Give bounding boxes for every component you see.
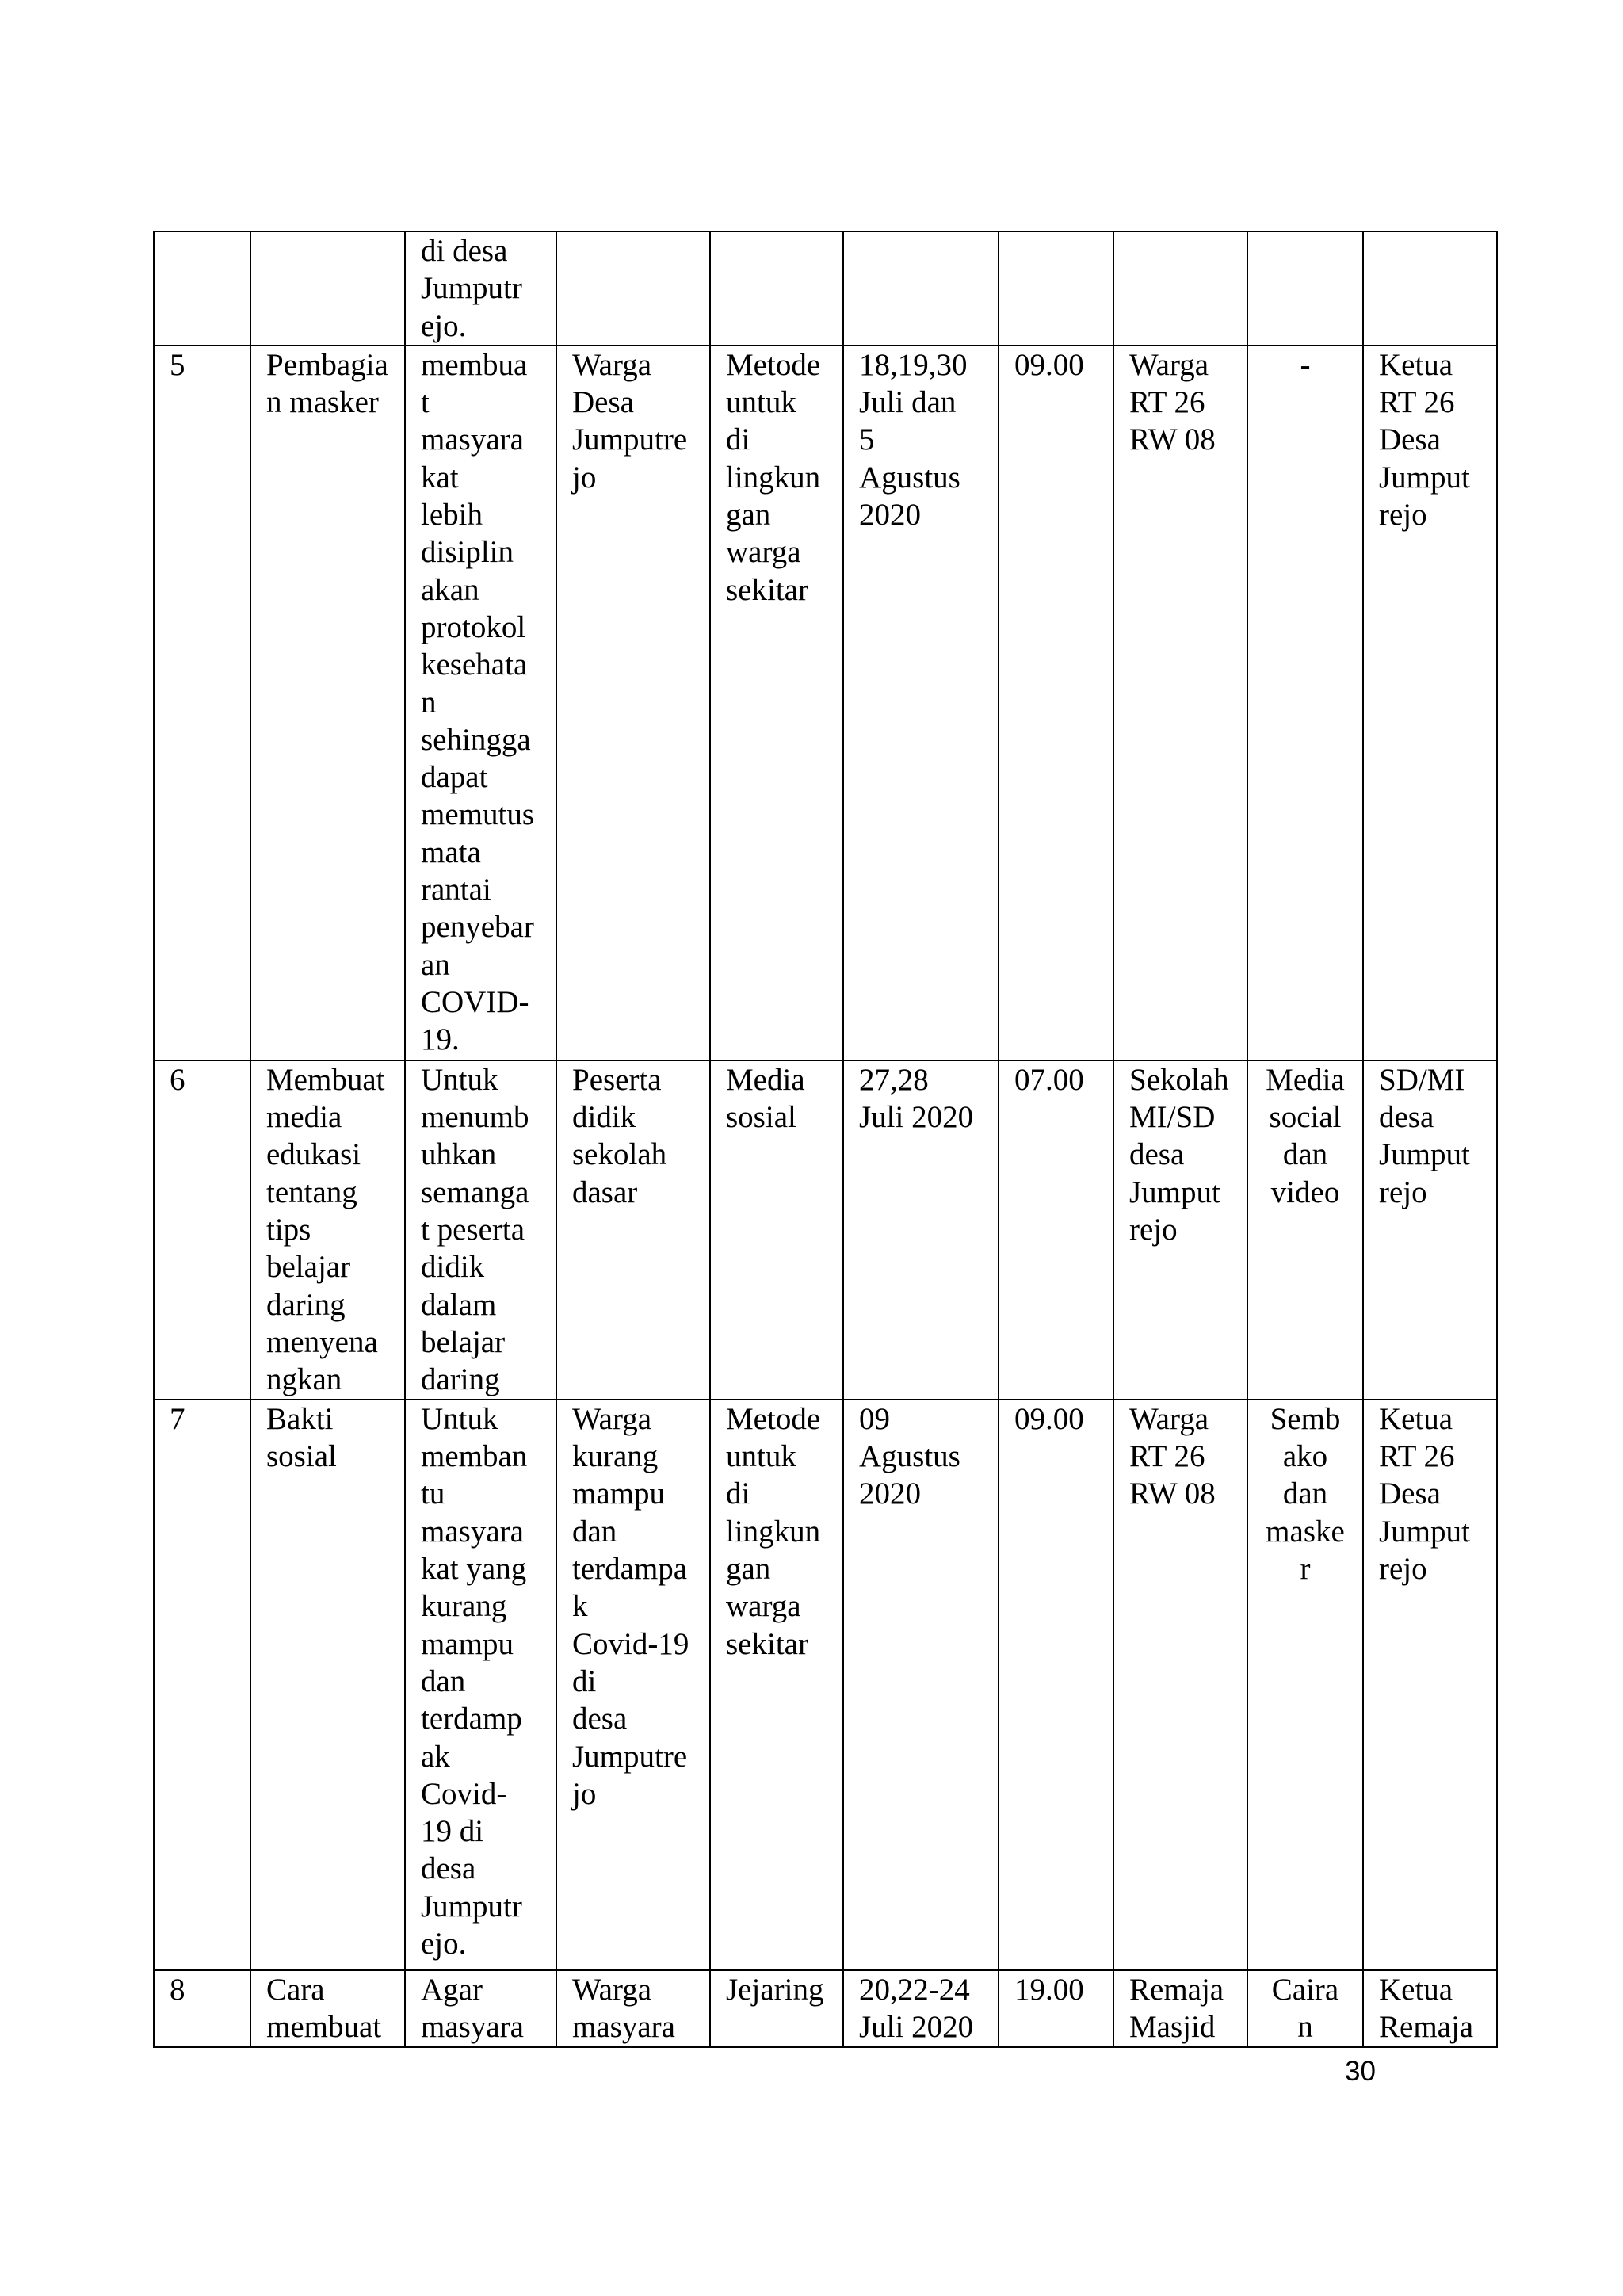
- cell-text-line: RT 26: [1379, 385, 1455, 420]
- cell-text-line: warga: [726, 1589, 801, 1624]
- cell-text-line: menumb: [421, 1100, 529, 1135]
- cell-text-line: RT 26: [1379, 1439, 1455, 1474]
- cell-text-line: Metode: [726, 347, 821, 382]
- table-row: [154, 1400, 1497, 1970]
- cell-no: [154, 231, 250, 346]
- cell-text-line: kat yang: [421, 1552, 527, 1587]
- cell-text-line: tentang: [266, 1175, 357, 1209]
- cell-text-line: rejo: [1379, 498, 1427, 533]
- cell-text-line: r: [1300, 1552, 1311, 1587]
- cell-text-line: edukasi: [266, 1137, 361, 1172]
- cell-tempat: [1113, 346, 1247, 1060]
- cell-text-line: desa: [1129, 1137, 1185, 1172]
- cell-text-line: dan: [1282, 1477, 1328, 1511]
- cell-tanggal: [843, 346, 999, 1060]
- cell-text-line: MI/SD: [1129, 1100, 1216, 1135]
- cell-jam: [999, 1970, 1113, 2047]
- cell-jam: [999, 231, 1113, 346]
- cell-text-line: 27,28: [859, 1062, 929, 1097]
- cell-kegiatan: [250, 1060, 405, 1400]
- cell-text-line: Desa: [1379, 1477, 1441, 1511]
- cell-text-line: video: [1270, 1175, 1340, 1209]
- cell-penanggung-jawab: [1363, 1060, 1497, 1400]
- cell-text-line: 09: [859, 1401, 890, 1436]
- cell-text-line: Metode: [726, 1401, 821, 1436]
- cell-text-line: n: [421, 685, 437, 720]
- cell-media: [1247, 231, 1363, 346]
- table-body: [154, 231, 1497, 2047]
- table-row: [154, 231, 1497, 346]
- cell-text-line: sekitar: [726, 1626, 808, 1661]
- cell-text-line: akan: [421, 572, 479, 607]
- cell-text-line: gan: [726, 498, 771, 533]
- cell-text-line: didik: [421, 1250, 485, 1285]
- cell-text-line: Jumputr: [421, 271, 522, 306]
- cell-text-line: Jumputre: [572, 422, 688, 457]
- cell-text-line: untuk: [726, 385, 796, 420]
- cell-text-line: Membuat: [266, 1062, 385, 1097]
- cell-text-line: memban: [421, 1439, 528, 1474]
- cell-text-line: Warga: [572, 1972, 652, 2007]
- cell-text-line: dan: [421, 1664, 466, 1698]
- cell-text-line: sosial: [726, 1100, 796, 1135]
- cell-tanggal: [843, 1060, 999, 1400]
- cell-metode: [710, 231, 843, 346]
- cell-text-line: untuk: [726, 1439, 796, 1474]
- cell-text-line: Ketua: [1379, 347, 1453, 382]
- cell-text-line: rejo: [1379, 1175, 1427, 1209]
- cell-text-line: di: [726, 1477, 750, 1511]
- cell-text-line: sekolah: [572, 1137, 667, 1172]
- cell-text-line: Desa: [1379, 422, 1441, 457]
- cell-text-line: desa: [421, 1851, 476, 1886]
- cell-text-line: RT 26: [1129, 385, 1205, 420]
- cell-text-line: disiplin: [421, 535, 514, 570]
- cell-text-line: Media: [1266, 1062, 1345, 1097]
- cell-text-line: Jumput: [1129, 1175, 1220, 1209]
- cell-text-line: an: [421, 947, 450, 982]
- cell-text-line: Juli 2020: [859, 1100, 974, 1135]
- cell-text-line: semanga: [421, 1175, 529, 1209]
- cell-text-line: Warga: [572, 1401, 652, 1436]
- cell-text-line: dan: [572, 1514, 617, 1549]
- cell-text-line: Media: [726, 1062, 805, 1097]
- cell-metode: [710, 346, 843, 1060]
- cell-text-line: kesehata: [421, 648, 528, 682]
- cell-text-line: Remaja: [1129, 1972, 1224, 2007]
- cell-text-line: 19.00: [1014, 1972, 1084, 2007]
- table-row: [154, 1970, 1497, 2047]
- cell-text-line: sosial: [266, 1439, 337, 1474]
- cell-text-line: Cara: [266, 1972, 325, 2007]
- cell-text-line: Masjid: [1129, 2010, 1216, 2045]
- cell-penanggung-jawab: [1363, 1970, 1497, 2047]
- cell-text-line: sekitar: [726, 572, 808, 607]
- cell-text-line: rantai: [421, 873, 491, 907]
- cell-text-line: Covid-: [421, 1776, 507, 1811]
- cell-text-line: Jumput: [1379, 460, 1470, 495]
- cell-metode: [710, 1970, 843, 2047]
- cell-text-line: rejo: [1129, 1213, 1178, 1247]
- cell-text-line: gan: [726, 1552, 771, 1587]
- cell-text-line: Jumput: [1379, 1514, 1470, 1549]
- cell-text-line: 07.00: [1014, 1062, 1084, 1097]
- cell-text-line: Remaja: [1379, 2010, 1474, 2045]
- cell-text-line: 7: [170, 1401, 185, 1436]
- cell-text-line: kurang: [572, 1439, 659, 1474]
- cell-text-line: jo: [572, 460, 597, 495]
- activity-table: [153, 231, 1498, 2048]
- cell-text-line: -: [1300, 347, 1311, 382]
- cell-text-line: didik: [572, 1100, 636, 1135]
- cell-sasaran: [556, 231, 710, 346]
- cell-text-line: di desa: [421, 234, 508, 268]
- cell-text-line: mampu: [572, 1477, 665, 1511]
- cell-text-line: dasar: [572, 1175, 638, 1209]
- cell-text-line: daring: [421, 1362, 500, 1397]
- cell-metode: [710, 1060, 843, 1400]
- cell-no: [154, 346, 250, 1060]
- cell-no: [154, 1400, 250, 1970]
- cell-text-line: t peserta: [421, 1213, 525, 1247]
- cell-text-line: Pembagia: [266, 347, 388, 382]
- cell-text-line: 6: [170, 1062, 185, 1097]
- cell-text-line: t: [421, 385, 430, 420]
- cell-text-line: masyara: [572, 2010, 675, 2045]
- cell-tujuan: [405, 231, 556, 346]
- cell-text-line: RT 26: [1129, 1439, 1205, 1474]
- cell-text-line: desa: [1379, 1100, 1434, 1135]
- cell-text-line: rejo: [1379, 1552, 1427, 1587]
- page-number: 30: [1345, 2056, 1376, 2087]
- cell-text-line: Jumputr: [421, 1889, 522, 1924]
- cell-text-line: Juli dan: [859, 385, 957, 420]
- cell-text-line: warga: [726, 535, 801, 570]
- cell-sasaran: [556, 1970, 710, 2047]
- cell-text-line: mata: [421, 835, 481, 869]
- cell-text-line: 2020: [859, 498, 921, 533]
- cell-sasaran: [556, 1400, 710, 1970]
- cell-text-line: membua: [421, 347, 528, 382]
- cell-text-line: Desa: [572, 385, 634, 420]
- cell-text-line: Ketua: [1379, 1401, 1453, 1436]
- cell-text-line: ejo.: [421, 1927, 467, 1962]
- cell-text-line: mampu: [421, 1626, 514, 1661]
- cell-text-line: Sekolah: [1129, 1062, 1229, 1097]
- cell-text-line: ak: [421, 1739, 450, 1774]
- cell-text-line: Warga: [1129, 347, 1209, 382]
- cell-text-line: k: [572, 1589, 588, 1624]
- cell-text-line: Jumput: [1379, 1137, 1470, 1172]
- cell-text-line: dan: [1282, 1137, 1328, 1172]
- cell-text-line: SD/MI: [1379, 1062, 1465, 1097]
- cell-no: [154, 1060, 250, 1400]
- cell-jam: [999, 1060, 1113, 1400]
- cell-text-line: kat: [421, 460, 459, 495]
- cell-text-line: social: [1269, 1100, 1342, 1135]
- cell-jam: [999, 346, 1113, 1060]
- cell-text-line: masyara: [421, 1514, 524, 1549]
- cell-tempat: [1113, 231, 1247, 346]
- cell-text-line: uhkan: [421, 1137, 497, 1172]
- cell-text-line: maske: [1266, 1514, 1345, 1549]
- cell-text-line: penyebar: [421, 910, 534, 945]
- cell-text-line: di: [572, 1664, 597, 1698]
- cell-text-line: Agustus: [859, 460, 960, 495]
- cell-text-line: Warga: [1129, 1401, 1209, 1436]
- cell-text-line: ngkan: [266, 1362, 342, 1397]
- cell-text-line: 19.: [421, 1022, 460, 1057]
- cell-text-line: sehingga: [421, 722, 531, 757]
- cell-text-line: Jumputre: [572, 1739, 688, 1774]
- cell-text-line: Jejaring: [726, 1972, 824, 2007]
- cell-sasaran: [556, 346, 710, 1060]
- cell-media: [1247, 1060, 1363, 1400]
- cell-text-line: dalam: [421, 1287, 497, 1322]
- cell-text-line: 20,22-24: [859, 1972, 970, 2007]
- cell-text-line: 5: [859, 422, 875, 457]
- cell-text-line: Agustus: [859, 1439, 960, 1474]
- cell-text-line: Warga: [572, 347, 652, 382]
- cell-text-line: COVID-: [421, 984, 529, 1019]
- table-row: [154, 346, 1497, 1060]
- cell-text-line: jo: [572, 1776, 597, 1811]
- cell-metode: [710, 1400, 843, 1970]
- cell-text-line: Peserta: [572, 1062, 662, 1097]
- cell-text-line: membuat: [266, 2010, 382, 2045]
- cell-text-line: di: [726, 422, 750, 457]
- cell-text-line: ejo.: [421, 308, 467, 343]
- cell-text-line: RW 08: [1129, 1477, 1216, 1511]
- cell-text-line: ako: [1282, 1439, 1328, 1474]
- cell-text-line: desa: [572, 1702, 628, 1736]
- cell-text-line: dapat: [421, 760, 488, 795]
- cell-text-line: Agar: [421, 1972, 483, 2007]
- cell-text-line: 09.00: [1014, 1401, 1084, 1436]
- cell-kegiatan: [250, 346, 405, 1060]
- cell-kegiatan: [250, 231, 405, 346]
- cell-penanggung-jawab: [1363, 231, 1497, 346]
- cell-penanggung-jawab: [1363, 346, 1497, 1060]
- cell-tujuan: [405, 1970, 556, 2047]
- cell-text-line: lingkun: [726, 460, 821, 495]
- cell-text-line: lebih: [421, 498, 483, 533]
- cell-tanggal: [843, 231, 999, 346]
- cell-text-line: 8: [170, 1972, 185, 2007]
- cell-penanggung-jawab: [1363, 1400, 1497, 1970]
- cell-text-line: Caira: [1271, 1972, 1339, 2007]
- cell-sasaran: [556, 1060, 710, 1400]
- cell-text-line: daring: [266, 1287, 346, 1322]
- cell-kegiatan: [250, 1970, 405, 2047]
- cell-text-line: tu: [421, 1477, 445, 1511]
- cell-media: [1247, 1400, 1363, 1970]
- cell-text-line: n: [1297, 2010, 1313, 2045]
- cell-text-line: 18,19,30: [859, 347, 968, 382]
- cell-no: [154, 1970, 250, 2047]
- cell-text-line: RW 08: [1129, 422, 1216, 457]
- cell-text-line: memutus: [421, 797, 534, 832]
- cell-text-line: Covid-19: [572, 1626, 689, 1661]
- cell-text-line: masyara: [421, 2010, 524, 2045]
- cell-text-line: masyara: [421, 422, 524, 457]
- cell-text-line: Semb: [1270, 1401, 1341, 1436]
- cell-text-line: 09.00: [1014, 347, 1084, 382]
- cell-media: [1247, 1970, 1363, 2047]
- cell-tujuan: [405, 1400, 556, 1970]
- cell-text-line: media: [266, 1100, 342, 1135]
- table-row: [154, 1060, 1497, 1400]
- cell-text-line: protokol: [421, 609, 526, 644]
- cell-text-line: lingkun: [726, 1514, 821, 1549]
- cell-tempat: [1113, 1970, 1247, 2047]
- cell-tanggal: [843, 1400, 999, 1970]
- cell-text-line: terdamp: [421, 1702, 522, 1736]
- cell-text-line: belajar: [266, 1250, 351, 1285]
- cell-text-line: tips: [266, 1213, 311, 1247]
- cell-kegiatan: [250, 1400, 405, 1970]
- cell-text-line: 5: [170, 347, 185, 382]
- cell-media: [1247, 346, 1363, 1060]
- cell-text-line: Juli 2020: [859, 2010, 974, 2045]
- cell-text-line: Ketua: [1379, 1972, 1453, 2007]
- cell-text-line: Untuk: [421, 1401, 498, 1436]
- cell-text-line: 19 di: [421, 1814, 484, 1849]
- cell-text-line: terdampa: [572, 1552, 688, 1587]
- cell-text-line: Bakti: [266, 1401, 334, 1436]
- cell-text-line: n masker: [266, 385, 379, 420]
- cell-tempat: [1113, 1400, 1247, 1970]
- cell-text-line: Untuk: [421, 1062, 498, 1097]
- cell-text-line: 2020: [859, 1477, 921, 1511]
- cell-tanggal: [843, 1970, 999, 2047]
- cell-tujuan: [405, 346, 556, 1060]
- cell-jam: [999, 1400, 1113, 1970]
- cell-text-line: belajar: [421, 1324, 506, 1359]
- cell-text-line: kurang: [421, 1589, 507, 1624]
- cell-text-line: menyena: [266, 1324, 378, 1359]
- cell-tempat: [1113, 1060, 1247, 1400]
- cell-tujuan: [405, 1060, 556, 1400]
